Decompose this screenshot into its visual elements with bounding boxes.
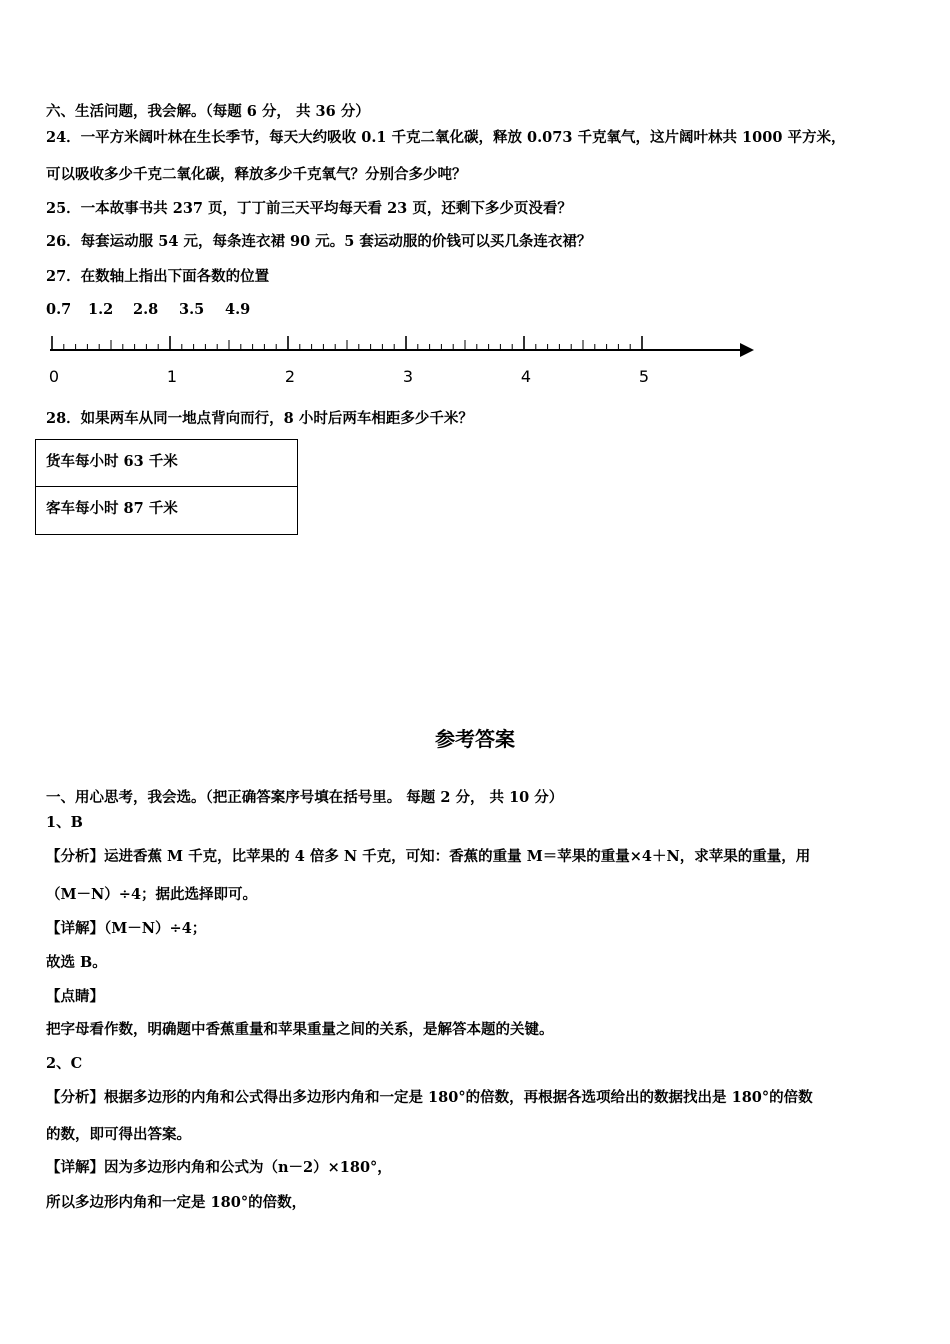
number-line-arrow-icon: [740, 343, 754, 357]
answer-2-analysis-line1: 【分析】根据多边形的内角和公式得出多边形内角和一定是 180°的倍数，再根据各选项给出的数据找出是 180°的倍数: [46, 1089, 813, 1106]
tick-label: 3: [402, 367, 414, 386]
speed-table-row-bus: 客车每小时 87 千米: [46, 500, 178, 517]
tick-label: 4: [520, 367, 532, 386]
number-item: 2.8: [133, 301, 159, 318]
number-item: 1.2: [88, 301, 114, 318]
answer-2-analysis-line2: 的数，即可得出答案。: [46, 1126, 191, 1143]
question-26: 26．每套运动服 54 元，每条连衣裙 90 元。5 套运动服的价钱可以买几条连衣裙？: [46, 233, 592, 250]
question-24-line1: 24．一平方米阔叶林在生长季节，每天大约吸收 0.1 千克二氧化碳，释放 0.073 千克氧气，这片阔叶林共 1000 平方米，: [46, 129, 846, 146]
answer-1-comment: 把字母看作数，明确题中香蕉重量和苹果重量之间的关系，是解答本题的关键。: [46, 1021, 554, 1038]
tick-label: 2: [284, 367, 296, 386]
question-25: 25．一本故事书共 237 页，丁丁前三天平均每天看 23 页，还剩下多少页没看？: [46, 200, 572, 217]
question-27: 27．在数轴上指出下面各数的位置: [46, 268, 270, 285]
question-28: 28．如果两车从同一地点背向而行，8 小时后两车相距多少千米？: [46, 410, 473, 427]
answer-1-choice: 故选 B。: [46, 954, 107, 971]
answer-1-comment-label: 【点睛】: [46, 988, 104, 1005]
answers-section-heading: 一、用心思考，我会选。（把正确答案序号填在括号里。 每题 2 分， 共 10 分）: [46, 789, 564, 806]
number-line-ticks: [52, 336, 642, 350]
question-24-line2: 可以吸收多少千克二氧化碳，释放多少千克氧气？分别合多少吨？: [46, 166, 467, 183]
answer-2-detail: 【详解】因为多边形内角和公式为（n－2）×180°，: [46, 1159, 392, 1176]
answer-1-analysis-line2: （M－N）÷4；据此选择即可。: [46, 886, 258, 903]
number-item: 0.7: [46, 301, 72, 318]
answer-1: 1、B: [46, 814, 83, 831]
question-27-numbers: [46, 301, 250, 319]
answers-title: 参考答案: [435, 727, 515, 751]
number-line: [40, 328, 770, 390]
tick-label: 1: [166, 367, 178, 386]
answer-1-analysis-line1: 【分析】运进香蕉 M 千克，比苹果的 4 倍多 N 千克，可知：香蕉的重量 M＝苹果的重量×4＋N，求苹果的重量，用: [46, 848, 811, 865]
tick-label: 5: [638, 367, 650, 386]
number-item: 3.5: [179, 301, 205, 318]
section-heading: 六、生活问题，我会解。（每题 6 分， 共 36 分）: [46, 103, 370, 120]
answer-2: 2、C: [46, 1055, 83, 1072]
answer-2-detail2: 所以多边形内角和一定是 180°的倍数，: [46, 1194, 307, 1211]
tick-label: 0: [48, 367, 60, 386]
speed-table: [35, 439, 298, 535]
number-line-labels: [49, 367, 649, 386]
number-item: 4.9: [225, 301, 251, 318]
answer-1-detail: 【详解】（M－N）÷4；: [46, 920, 207, 937]
speed-table-row-truck: 货车每小时 63 千米: [36, 440, 297, 487]
